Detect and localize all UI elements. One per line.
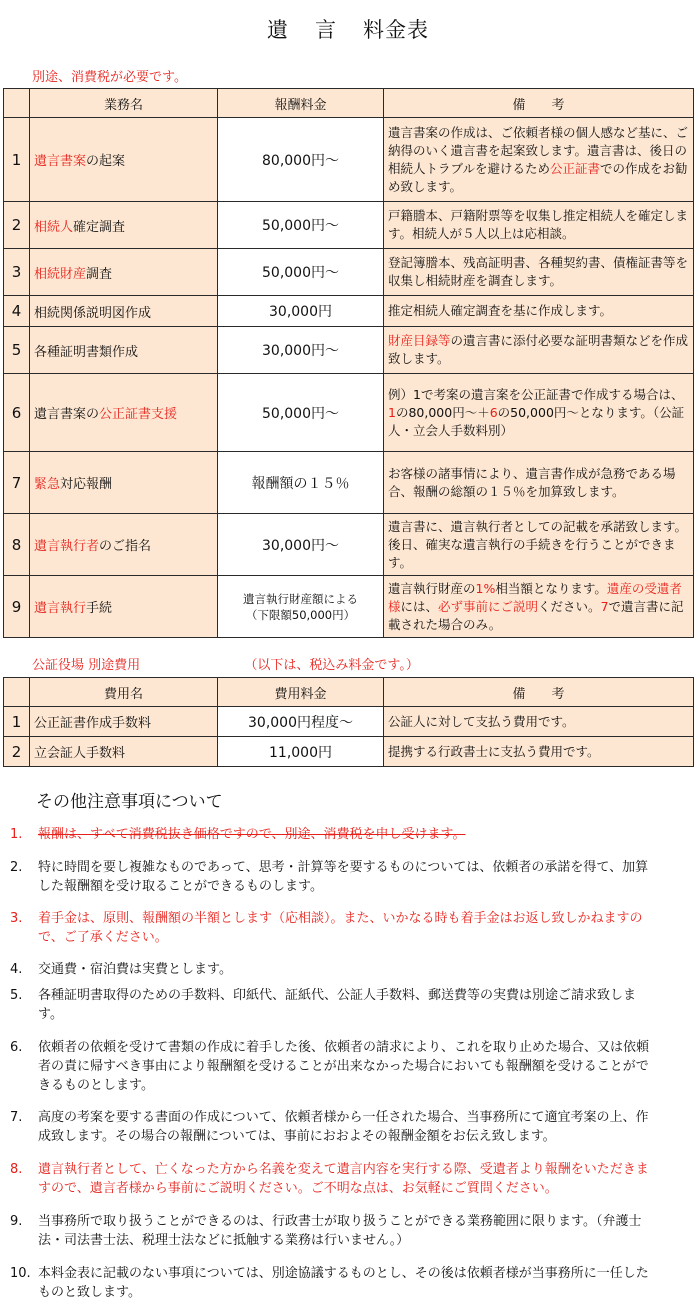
table-row xyxy=(4,249,694,296)
row-number: 3 xyxy=(4,249,30,296)
service-name xyxy=(30,249,218,296)
fee-value: 遺言執行財産額による xyxy=(243,591,358,606)
note-text: 特に時間を要し複雑なものであって、思考・計算等を要するものについては、依頼者の承諾を得て、加算した報酬額を受け取ることができるものします。 xyxy=(38,860,649,894)
remarks-cell xyxy=(384,327,694,374)
note-item xyxy=(10,986,656,1024)
fee-value: 50,000円～ xyxy=(262,265,339,281)
row-number: 8 xyxy=(4,514,30,576)
note-text: 着手金は、原則、報酬額の半額とします（応相談）。また、いかなる時も着手金はお返し致しかねますので、ご了承ください。 xyxy=(38,911,643,945)
text-segment: 遺言執行者 xyxy=(34,539,100,554)
text-segment: 登記簿謄本、残高証明書、各種契約書、債権証書等を収集し相続財産を調査します。 xyxy=(388,255,689,288)
row-number: 5 xyxy=(4,327,30,374)
text-segment: ください。 xyxy=(538,598,601,614)
text-segment: には、 xyxy=(400,598,439,614)
service-name xyxy=(30,327,218,374)
text-segment: 手続 xyxy=(86,601,113,616)
note-text: 当事務所で取り扱うことができるのは、行政書士が取り扱うことができる業務範囲に限ります。（弁護士法・司法書士法、税理士法などに抵触する業務は行いません。） xyxy=(38,1214,642,1248)
service-name xyxy=(30,202,218,249)
title-char-2: 言 xyxy=(315,18,337,42)
fee-cell xyxy=(218,452,384,514)
note-number: 3. xyxy=(10,911,23,926)
remarks-cell xyxy=(384,374,694,452)
note-item xyxy=(10,1264,656,1302)
text-segment: 遺言書案の作成は、ご依頼者様の個人感など基に、ご納得のいく遺言書を起案致します。遺言書は、後日の相続人トラブルを避けるため xyxy=(388,124,689,176)
remarks-cell xyxy=(384,202,694,249)
header-fee: 報酬料金 xyxy=(218,89,384,118)
text-segment: 確定調査 xyxy=(73,219,126,235)
office-fee-table xyxy=(3,677,694,767)
office-note xyxy=(32,654,419,673)
fee-cell xyxy=(218,249,384,296)
note-number: 8. xyxy=(10,1162,23,1177)
text-segment: 必ず事前にご説明 xyxy=(438,598,539,614)
text-segment: 対応報酬 xyxy=(60,477,113,492)
header-cost: 費用名 xyxy=(30,678,218,707)
row-number: 1 xyxy=(4,707,30,737)
fee-value: 報酬額の１５％ xyxy=(251,475,350,492)
text-segment: 例）1で考案の遺言案を公正証書で作成する場合は、 xyxy=(388,386,684,402)
text-segment: のご指名 xyxy=(99,539,152,554)
row-number: 1 xyxy=(4,118,30,202)
text-segment: 相続関係説明図作成 xyxy=(34,305,152,321)
fee-table-header xyxy=(4,89,694,118)
table-row xyxy=(4,452,694,514)
text-segment: 遺産の受遺者様 xyxy=(388,580,682,614)
text-segment: 相続財産 xyxy=(34,266,87,282)
service-name xyxy=(30,118,218,202)
fee-minimum: （下限額50,000円） xyxy=(245,607,356,622)
remarks-cell xyxy=(384,576,694,638)
text-segment: 7 xyxy=(600,598,609,614)
service-name xyxy=(30,374,218,452)
fee-cell xyxy=(218,202,384,249)
remarks-cell: 提携する行政書士に支払う費用です。 xyxy=(384,737,694,767)
text-segment: 1% xyxy=(475,580,496,596)
note-item xyxy=(10,858,656,896)
note-number: 1. xyxy=(10,827,23,842)
remarks-cell xyxy=(384,249,694,296)
fee-value: 50,000円～ xyxy=(262,218,339,234)
note-number: 6. xyxy=(10,1040,23,1055)
service-name xyxy=(30,452,218,514)
fee-table xyxy=(3,88,694,638)
table-row xyxy=(4,576,694,638)
fee-value: 30,000円～ xyxy=(262,537,339,554)
note-text: 交通費・宿泊費は実費とします。 xyxy=(38,962,232,977)
remarks-cell xyxy=(384,452,694,514)
remarks-cell: 公証人に対して支払う費用です。 xyxy=(384,707,694,737)
tax-note: 別途、消費税が必要です。 xyxy=(32,70,187,85)
header-service: 業務名 xyxy=(30,89,218,118)
note-number: 10. xyxy=(10,1266,31,1281)
text-segment: 各種証明書類作成 xyxy=(34,344,139,360)
note-item xyxy=(10,1160,656,1198)
office-table-header xyxy=(4,678,694,707)
fee-cell: 11,000円 xyxy=(218,737,384,767)
title-char-1: 遺 xyxy=(267,18,289,42)
row-number: 9 xyxy=(4,576,30,638)
fee-value: 30,000円～ xyxy=(262,343,339,359)
note-item xyxy=(10,1212,656,1250)
table-row xyxy=(4,296,694,327)
fee-cell xyxy=(218,576,384,638)
fee-table-body xyxy=(4,118,694,638)
cost-name: 公正証書作成手数料 xyxy=(30,707,218,737)
remarks-cell xyxy=(384,118,694,202)
note-text: 本料金表に記載のない事項については、別途協議するものとし、その後は依頼者様が当事務所に一任したものと致します。 xyxy=(38,1266,649,1300)
fee-cell xyxy=(218,296,384,327)
header-no xyxy=(4,678,30,707)
fee-value: 50,000円～ xyxy=(262,405,339,422)
header-remarks: 備 考 xyxy=(384,678,694,707)
note-item xyxy=(10,909,656,947)
page-title xyxy=(0,14,696,44)
service-name xyxy=(30,296,218,327)
text-segment: 遺言書案 xyxy=(34,154,87,169)
text-segment: 調査 xyxy=(86,266,113,282)
remarks-cell xyxy=(384,514,694,576)
text-segment: 緊急 xyxy=(34,477,61,492)
text-segment: 相当額となります。 xyxy=(495,580,607,596)
note-item xyxy=(10,1108,656,1146)
note-number: 7. xyxy=(10,1110,23,1125)
table-row xyxy=(4,737,694,767)
text-segment: 公正証書支援 xyxy=(99,407,178,422)
note-item xyxy=(10,1038,656,1095)
note-text: 遺言執行者として、亡くなった方から名義を変えて遺言内容を実行する際、受遺者より報酬をいただきますので、遺言者様から事前にご説明ください。ご不明な点は、お気軽にご質問ください。 xyxy=(38,1162,649,1196)
text-segment: の50,000円～となります。（公証人・立会人手数料別） xyxy=(388,404,685,438)
text-segment: 遺言執行 xyxy=(34,601,87,616)
table-row xyxy=(4,118,694,202)
text-segment: 推定相続人確定調査を基に作成します。 xyxy=(388,303,613,318)
title-main: 料金表 xyxy=(363,18,429,42)
service-name xyxy=(30,576,218,638)
text-segment: の起案 xyxy=(86,154,126,169)
text-segment: お客様の諸事情により、遺言書作成が急務である場合、報酬の総額の１５％を加算致します。 xyxy=(388,465,676,499)
note-item xyxy=(10,825,656,844)
row-number: 2 xyxy=(4,737,30,767)
note-text: 依頼者の依頼を受けて書類の作成に着手した後、依頼者の請求により、これを取り止めた場合、又は依頼者の責に帰すべき事由により報酬額を受けることが出来なかった場合においても報酬額を受けることができるものとします。 xyxy=(38,1040,650,1093)
text-segment: 公正証書 xyxy=(550,160,601,176)
note-number: 2. xyxy=(10,860,23,875)
fee-cell xyxy=(218,327,384,374)
row-number: 4 xyxy=(4,296,30,327)
note-text: 報酬は、すべて消費税抜き価格ですので、別途、消費税を申し受けます。 xyxy=(38,827,466,842)
text-segment: 遺言書案の xyxy=(34,407,100,422)
cost-name: 立会証人手数料 xyxy=(30,737,218,767)
note-text: 高度の考案を要する書面の作成について、依頼者様から一任された場合、当事務所にて適宜考案の上、作成致します。その場合の報酬については、事前におおよその報酬金額をお伝え致します。 xyxy=(38,1110,649,1144)
text-segment: 遺言書に、遺言執行者としての記載を承諾致します。後日、確実な遺言執行の手続きを行うことができます。 xyxy=(388,518,688,570)
text-segment: 相続人 xyxy=(34,219,74,235)
table-row xyxy=(4,202,694,249)
notes-list xyxy=(10,825,656,1302)
office-table-body xyxy=(4,707,694,767)
text-segment: で遺言書に記載された場合のみ。 xyxy=(388,598,684,632)
table-row xyxy=(4,514,694,576)
note-text: 各種証明書取得のための手数料、印紙代、証紙代、公証人手数料、郵送費等の実費は別途ご請求致します。 xyxy=(38,988,637,1022)
text-segment: の80,000円～＋ xyxy=(395,404,490,420)
table-row xyxy=(4,327,694,374)
fee-value: 80,000円～ xyxy=(262,152,339,169)
note-number: 9. xyxy=(10,1214,23,1229)
remarks-cell xyxy=(384,296,694,327)
note-number: 5. xyxy=(10,988,23,1003)
text-segment: の遺言書に添付必要な証明書類などを作成致します。 xyxy=(388,333,689,366)
fee-cell xyxy=(218,374,384,452)
notes-title: その他注意事項について xyxy=(36,792,223,812)
table-row xyxy=(4,374,694,452)
text-segment: 戸籍謄本、戸籍附票等を収集し推定相続人を確定します。相続人が５人以上は応相談。 xyxy=(388,208,689,241)
text-segment: 財産目録等 xyxy=(388,333,451,348)
note-item xyxy=(10,960,656,979)
office-note-left: 公証役場 別途費用 xyxy=(32,658,141,673)
office-note-right: （以下は、税込み料金です。） xyxy=(244,658,419,673)
row-number: 2 xyxy=(4,202,30,249)
service-name xyxy=(30,514,218,576)
fee-cell xyxy=(218,118,384,202)
text-segment: での作成をお勧め致します。 xyxy=(388,160,688,194)
row-number: 6 xyxy=(4,374,30,452)
row-number: 7 xyxy=(4,452,30,514)
header-remarks: 備 考 xyxy=(384,89,694,118)
header-no xyxy=(4,89,30,118)
fee-value: 30,000円 xyxy=(269,304,332,320)
fee-cell xyxy=(218,514,384,576)
header-fee: 費用料金 xyxy=(218,678,384,707)
text-segment: 6 xyxy=(489,404,498,420)
table-row xyxy=(4,707,694,737)
text-segment: 1 xyxy=(388,404,396,420)
fee-cell: 30,000円程度～ xyxy=(218,707,384,737)
note-number: 4. xyxy=(10,962,23,977)
text-segment: 遺言執行財産の xyxy=(388,580,476,596)
